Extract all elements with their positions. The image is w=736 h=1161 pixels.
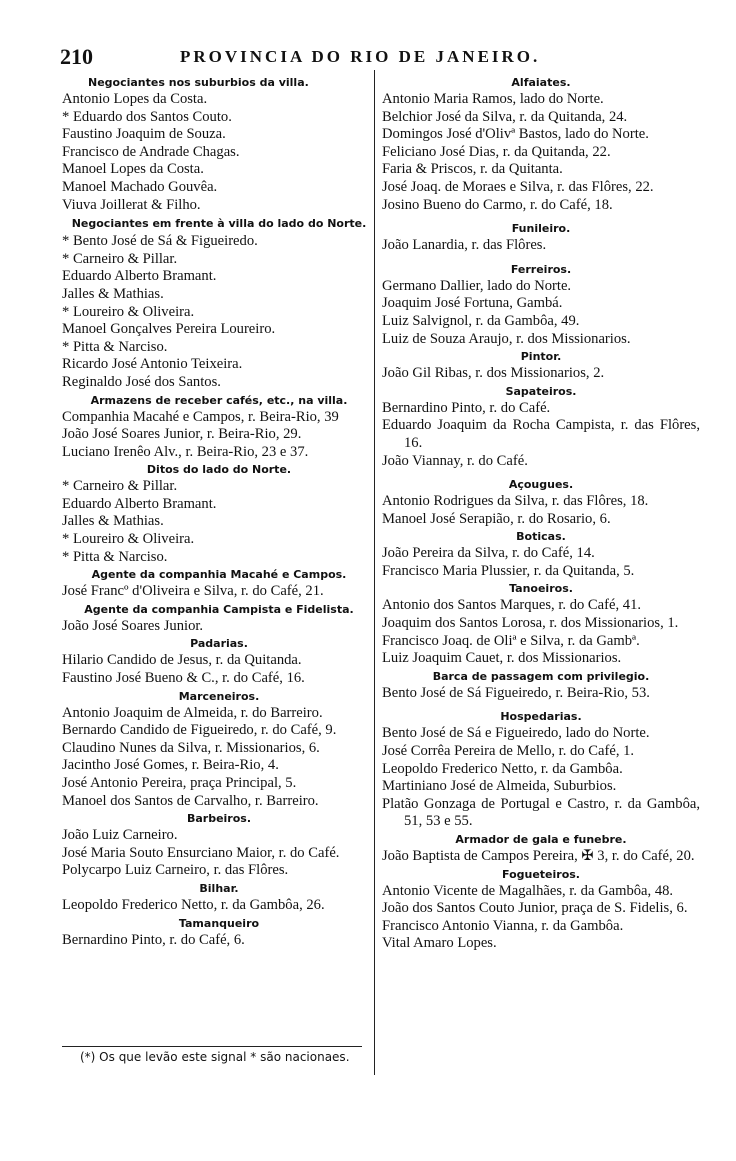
list-entry: João Gil Ribas, r. dos Missionarios, 2. [382, 365, 605, 382]
section-heading: Agente da companhia Campista e Fidelista. [84, 602, 354, 616]
list-entry: José Joaq. de Moraes e Silva, r. das Flôres, 22. [382, 178, 654, 195]
list-entry: Bernardino Pinto, r. do Café. [382, 399, 551, 416]
left-column [62, 74, 376, 949]
list-entry: * Loureiro & Oliveira. [62, 303, 195, 320]
section-heading: Agente da companhia Macahé e Campos. [91, 568, 347, 582]
section-heading: Boticas. [516, 530, 566, 544]
list-entry: Bento José de Sá e Figueiredo, lado do Norte. [382, 725, 650, 742]
list-entry: Belchior José da Silva, r. da Quitanda, 24. [382, 108, 628, 125]
section-heading: Negociantes em frente à villa do lado do Norte. [71, 217, 367, 231]
list-entry: Vital Amaro Lopes. [382, 935, 497, 952]
page-number: 210 [60, 44, 93, 69]
page-header [60, 44, 700, 70]
list-entry: Ricardo José Antonio Teixeira. [62, 356, 243, 373]
list-entry: * Pitta & Narciso. [62, 548, 168, 565]
list-entry: Feliciano José Dias, r. da Quitanda, 22. [382, 143, 611, 160]
section-heading: Alfaiates. [511, 76, 571, 89]
list-entry: Leopoldo Frederico Netto, r. da Gambôa, 26. [62, 896, 325, 913]
section-heading: Funileiro. [511, 222, 571, 236]
list-entry: Manoel Lopes da Costa. [62, 161, 204, 178]
list-entry: José Francº d'Oliveira e Silva, r. do Café, 21. [62, 583, 324, 600]
list-entry: Hilario Candido de Jesus, r. da Quitanda. [62, 652, 302, 669]
list-entry: Francisco Joaq. de Oliª e Silva, r. da Gambª. [382, 632, 640, 649]
list-entry: Leopoldo Frederico Netto, r. da Gambôa. [382, 760, 623, 777]
section-heading: Barbeiros. [186, 812, 252, 826]
list-entry: Joaquim dos Santos Lorosa, r. dos Missionarios, 1. [382, 615, 679, 632]
section-heading: Fogueteiros. [502, 867, 580, 881]
list-entry: Antonio Joaquim de Almeida, r. do Barreiro. [62, 704, 323, 721]
list-entry: Domingos José d'Olivª Bastos, lado do Norte. [382, 126, 649, 143]
list-entry: Bento José de Sá Figueiredo, r. Beira-Rio, 53. [382, 684, 650, 701]
list-entry: Manoel Gonçalves Pereira Loureiro. [62, 321, 276, 338]
list-entry: José Antonio Pereira, praça Principal, 5. [62, 775, 297, 791]
section-heading: Armazens de receber cafés, etc., na villa. [90, 393, 348, 407]
list-entry: João Luiz Carneiro. [62, 827, 178, 844]
list-entry: Eduardo Alberto Bramant. [62, 495, 217, 512]
section-heading: Marceneiros. [178, 689, 260, 703]
list-entry: Eduardo Alberto Bramant. [62, 268, 217, 285]
list-entry: Luiz de Souza Araujo, r. dos Missionarios. [382, 330, 631, 347]
list-entry: Platão Gonzaga de Portugal e Castro, r. da Gambôa, 51, 53 e 55. [382, 795, 700, 830]
list-entry: Faustino Joaquim de Souza. [62, 126, 226, 143]
section-heading: Ferreiros. [510, 262, 572, 276]
list-entry: Antonio Vicente de Magalhães, r. da Gambôa, 48. [382, 882, 674, 899]
list-entry: José Maria Souto Ensurciano Maior, r. do Café. [62, 844, 340, 861]
list-entry: Polycarpo Luiz Carneiro, r. das Flôres. [62, 862, 289, 879]
list-entry: Bernardino Pinto, r. do Café, 6. [62, 931, 245, 948]
list-entry: Antonio Lopes da Costa. [62, 91, 208, 107]
list-entry: * Eduardo dos Santos Couto. [62, 108, 232, 125]
list-entry: João Baptista de Campos Pereira, ✠ 3, r. do Café, 20. [382, 848, 695, 864]
list-entry: Companhia Macahé e Campos, r. Beira-Rio, 39 [62, 408, 339, 425]
section-heading: Padarias. [190, 637, 248, 651]
list-entry: * Loureiro & Oliveira. [62, 531, 195, 548]
list-entry: João dos Santos Couto Junior, praça de S. Fidelis, 6. [382, 900, 688, 917]
list-entry: José Corrêa Pereira de Mello, r. do Café, 1. [382, 743, 635, 760]
list-entry: Eduardo Joaquim da Rocha Campista, r. das Flôres, 16. [382, 417, 700, 451]
list-entry: Manoel José Serapião, r. do Rosario, 6. [382, 510, 611, 527]
list-entry: João José Soares Junior. [62, 617, 204, 634]
list-entry: Faustino José Bueno & C., r. do Café, 16. [62, 670, 305, 687]
list-entry: Germano Dallier, lado do Norte. [382, 277, 572, 294]
list-entry: Bernardo Candido de Figueiredo, r. do Café, 9. [62, 722, 337, 739]
list-entry: Joaquim José Fortuna, Gambá. [382, 295, 563, 312]
list-entry: * Carneiro & Pillar. [62, 250, 178, 267]
list-entry: João Pereira da Silva, r. do Café, 14. [382, 545, 595, 562]
section-heading: Hospedarias. [500, 710, 582, 724]
list-entry: Antonio Maria Ramos, lado do Norte. [382, 91, 604, 107]
section-heading: Armador de gala e funebre. [455, 833, 627, 846]
list-entry: Francisco Antonio Vianna, r. da Gambôa. [382, 917, 624, 934]
list-entry: Francisco de Andrade Chagas. [62, 143, 240, 160]
list-entry: Jalles & Mathias. [62, 513, 164, 530]
footnote: (*) Os que levão este signal * são nacionaes. [80, 1050, 350, 1064]
section-heading: Açougues. [508, 478, 574, 492]
section-heading: Ditos do lado do Norte. [146, 463, 292, 477]
list-entry: João Viannay, r. do Café. [382, 452, 528, 469]
list-entry: Jalles & Mathias. [62, 285, 164, 302]
list-entry: Claudino Nunes da Silva, r. Missionarios, 6. [62, 739, 320, 756]
list-entry: Luiz Joaquim Cauet, r. dos Missionarios. [382, 650, 622, 667]
section-heading: Barca de passagem com privilegio. [432, 669, 650, 683]
list-entry: Francisco Maria Plussier, r. da Quitanda, 5. [382, 562, 635, 579]
section-heading: Bilhar. [199, 881, 239, 895]
list-entry: Jacintho José Gomes, r. Beira-Rio, 4. [62, 757, 279, 774]
list-entry: João Lanardia, r. das Flôres. [382, 237, 547, 254]
section-heading: Pintor. [520, 350, 562, 364]
list-entry: Antonio Rodrigues da Silva, r. das Flôres, 18. [382, 493, 649, 510]
list-entry: Luciano Irenêo Alv., r. Beira-Rio, 23 e 37. [62, 443, 309, 460]
list-entry: Antonio dos Santos Marques, r. do Café, 41. [382, 597, 642, 614]
list-entry: Faria & Priscos, r. da Quitanta. [382, 161, 563, 178]
list-entry: Luiz Salvignol, r. da Gambôa, 49. [382, 312, 580, 329]
list-entry: Manoel Machado Gouvêa. [62, 178, 218, 195]
footnote-rule [62, 1046, 362, 1047]
list-entry: João José Soares Junior, r. Beira-Rio, 29. [62, 426, 302, 443]
list-entry: Viuva Joillerat & Filho. [62, 196, 201, 213]
right-column [382, 74, 700, 953]
list-entry: * Pitta & Narciso. [62, 338, 168, 355]
list-entry: * Carneiro & Pillar. [62, 478, 178, 495]
section-heading: Sapateiros. [505, 384, 577, 398]
list-entry: Josino Bueno do Carmo, r. do Café, 18. [382, 196, 613, 213]
page-title: PROVINCIA DO RIO DE JANEIRO. [180, 47, 541, 66]
list-entry: Manoel dos Santos de Carvalho, r. Barreiro. [62, 792, 319, 809]
list-entry: * Bento José de Sá & Figueiredo. [62, 233, 258, 250]
section-heading: Tamanqueiro [178, 916, 260, 930]
section-heading: Negociantes nos suburbios da villa. [88, 76, 309, 89]
list-entry: Martiniano José de Almeida, Suburbios. [382, 778, 617, 795]
section-heading: Tanoeiros. [509, 582, 573, 596]
list-entry: Reginaldo José dos Santos. [62, 373, 221, 390]
